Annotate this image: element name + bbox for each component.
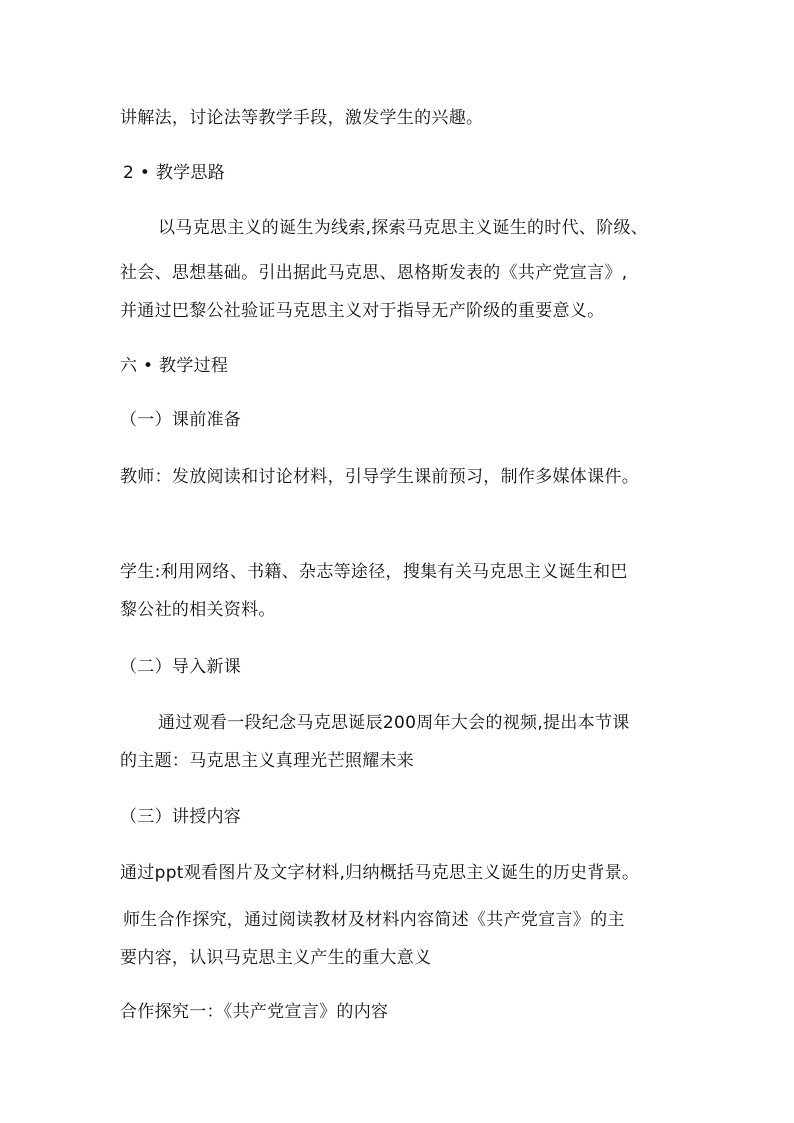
heading-cooperative-inquiry-one: 合作探究一：《共产党宣言》的内容 [120, 1002, 389, 1022]
text-content-line-2: 师生合作探究，通过阅读教材及材料内容简述《共产党宣言》的主 [123, 910, 625, 930]
paragraph-line-1: 以马克思主义的诞生为线索,探索马克思主义诞生的时代、阶级、 [158, 218, 649, 238]
paragraph-line-2: 社会、思想基础。引出据此马克思、恩格斯发表的《共产党宣言》, [120, 263, 628, 283]
paragraph-line-3: 并通过巴黎公社验证马克思主义对于指导无产阶级的重要意义。 [120, 301, 605, 321]
heading-introduce-new-lesson: （二）导入新课 [120, 657, 242, 677]
text-student-preparation-line-2: 黎公社的相关资料。 [120, 600, 276, 620]
text-teacher-preparation: 教师：发放阅读和讨论材料，引导学生课前预习，制作多媒体课件。 [120, 467, 639, 487]
text-student-preparation-line-1: 学生:利用网络、书籍、杂志等途径，搜集有关马克思主义诞生和巴 [120, 562, 628, 582]
heading-teaching-process: 六 • 教学过程 [120, 356, 229, 376]
text-introduction-line-2: 的主题：马克思主义真理光芒照耀未来 [120, 751, 415, 771]
text-line-teaching-methods: 讲解法，讨论法等教学手段，激发学生的兴趣。 [120, 108, 484, 128]
heading-pre-class-preparation: （一）课前准备 [120, 410, 242, 430]
text-content-line-3: 要内容，认识马克思主义产生的重大意义 [120, 948, 432, 968]
heading-teaching-content: （三）讲授内容 [120, 807, 242, 827]
heading-teaching-approach: 2 • 教学思路 [123, 163, 226, 183]
text-content-line-1: 通过ppt观看图片及文字材料,归纳概括马克思主义诞生的历史背景。 [120, 863, 640, 883]
text-introduction-line-1: 通过观看一段纪念马克思诞辰200周年大会的视频,提出本节课 [158, 713, 630, 733]
